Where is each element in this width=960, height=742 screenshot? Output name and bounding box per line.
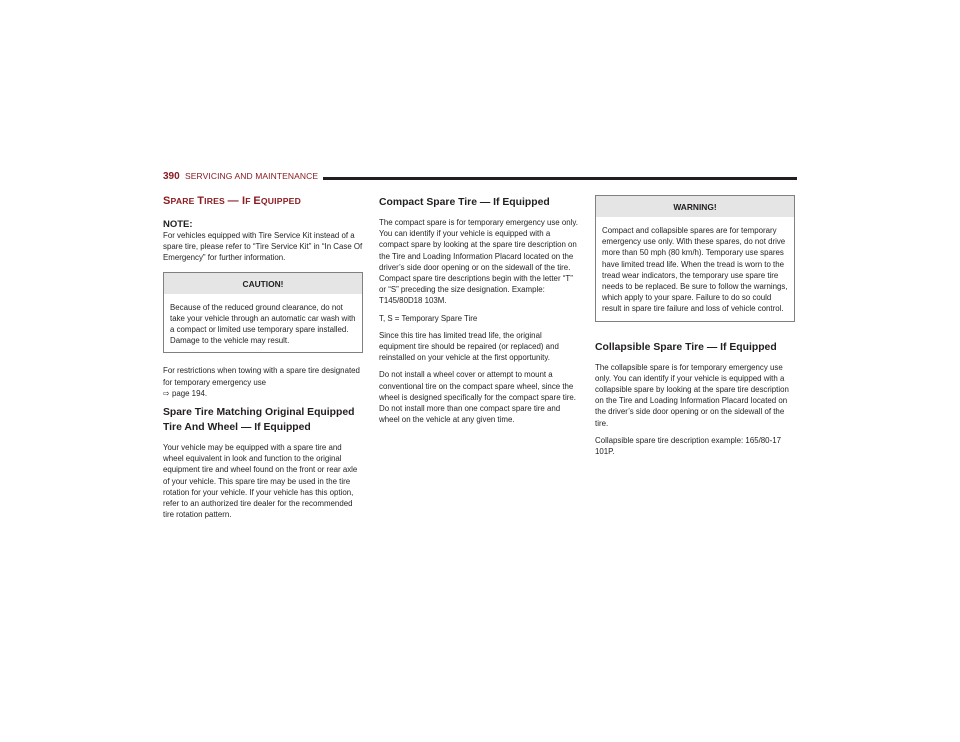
matching-spare-text: Your vehicle may be equipped with a spare tire and wheel equivalent in look and function to the original equipment tire and wheel found on the front or rear axle of your vehicle. This spare tire may be used in the tire rotation for your vehicle. If your vehicle has this option, refer to an authorized tire dealer for the recommended tire rotation pattern. <box>163 443 358 520</box>
collapsible-spare-p1: The collapsible spare is for temporary emergency use only. You can identify if your vehicle is equipped with a collapsible spare by looking at the spare tire description on the Tire and Loading Information Placard located on the driver’s side door opening or on the sidewall of the tire. <box>595 362 789 428</box>
caution-box <box>163 272 363 354</box>
compact-spare-p2: T, S = Temporary Spare Tire <box>379 313 478 323</box>
spare-tires-heading: SPARE TIRES — IF EQUIPPED <box>163 195 301 207</box>
compact-spare-heading: Compact Spare Tire — If Equipped <box>379 197 550 208</box>
page-number: 390 <box>163 171 180 182</box>
compact-spare-p1: The compact spare is for temporary emergency use only. You can identify if your vehicle is equipped with a compact spare by looking at the spare tire description on the Tire and Loading Information Placard located on the driver’s side door opening or on the sidewall of the tire. Compact spare tire descriptions begin with the letter “T” or “S” preceding the size designation. Example: T145/80D18 103M. <box>379 218 578 306</box>
compact-spare-p4: Do not install a wheel cover or attempt to mount a conventional tire on the compact spare wheel, since the wheel is designed specifically for the compact spare tire. Do not install more than one compact spare tire and wheel on the vehicle at any given time. <box>379 370 576 425</box>
warning-text: Compact and collapsible spares are for temporary emergency use only. With these spares, do not drive more than 50 mph (80 km/h). Temporary use spares have limited tread life. When the tread is worn to the tread wear indicators, the temporary use spare tire needs to be replaced. Be sure to follow the warnings, which apply to your spare. Failure to do so could result in spare tire failure and loss of vehicle control. <box>602 226 788 314</box>
header-rule <box>323 177 797 180</box>
collapsible-spare-p2: Collapsible spare tire description example: 165/80-17 101P. <box>595 435 781 457</box>
section-title: SERVICING AND MAINTENANCE <box>185 171 319 181</box>
note-text: For vehicles equipped with Tire Service Kit instead of a spare tire, please refer to “Tire Service Kit” in “In Case Of Emergency” for further information. <box>163 231 363 263</box>
compact-spare-p3: Since this tire has limited tread life, the original equipment tire should be repaired (or replaced) and reinstalled on your vehicle at the first opportunity. <box>379 330 559 363</box>
warning-title: WARNING! <box>596 196 794 217</box>
column-left <box>163 195 363 526</box>
column-right <box>595 195 795 463</box>
note-label: NOTE: <box>163 219 193 230</box>
column-middle <box>379 195 579 431</box>
collapsible-spare-heading: Collapsible Spare Tire — If Equipped <box>595 341 777 353</box>
page-reference-arrow-icon: ⇨ <box>163 388 172 398</box>
caution-text: Because of the reduced ground clearance, do not take your vehicle through an automatic car wash with a compact or limited use temporary spare installed. Damage to the vehicle may result. <box>170 302 356 346</box>
matching-spare-heading: Spare Tire Matching Original Equipped Tire And Wheel — If Equipped <box>163 407 355 434</box>
page-header <box>163 171 797 185</box>
towing-paragraph: For restrictions when towing with a spare tire designated for temporary emergency use ⇨ page 194. <box>163 366 360 398</box>
warning-box <box>595 195 795 322</box>
caution-title: CAUTION! <box>164 273 362 294</box>
page-reference-link[interactable]: page 194. <box>171 388 208 398</box>
